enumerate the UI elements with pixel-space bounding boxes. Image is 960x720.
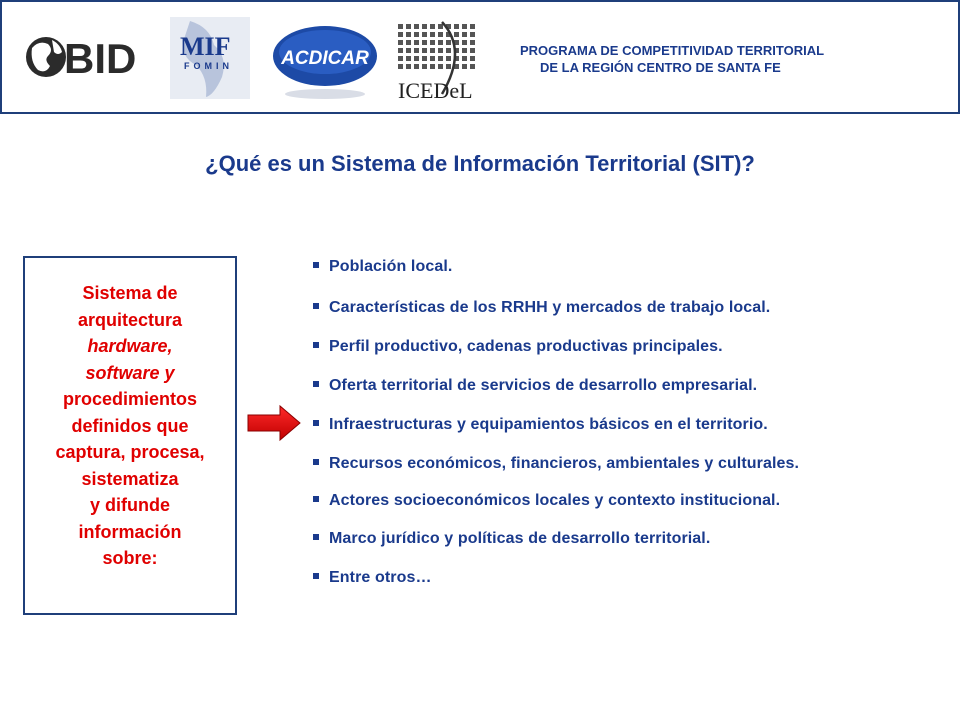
definition-line: definidos que bbox=[71, 415, 189, 436]
list-item bbox=[313, 492, 780, 510]
list-item bbox=[313, 258, 452, 276]
definition-line: hardware, bbox=[87, 336, 173, 356]
list-item bbox=[313, 299, 770, 317]
svg-text:ICEDeL: ICEDeL bbox=[398, 78, 473, 102]
definition-line: software y bbox=[85, 362, 175, 383]
page-title: ¿Qué es un Sistema de Información Territorial (SIT)? bbox=[205, 151, 755, 176]
bullet-square-icon bbox=[313, 496, 319, 502]
definition-line: información bbox=[78, 521, 182, 542]
bullet-square-icon bbox=[313, 534, 319, 540]
svg-text:MIF: MIF bbox=[180, 32, 231, 61]
list-item bbox=[313, 569, 432, 587]
bullet-square-icon bbox=[313, 420, 319, 426]
bullet-square-icon bbox=[313, 381, 319, 387]
bullet-square-icon bbox=[313, 459, 319, 465]
header-banner bbox=[0, 0, 960, 114]
list-item bbox=[313, 377, 757, 395]
list-item-text: Marco jurídico y políticas de desarrollo territorial. bbox=[329, 530, 711, 547]
list-item-text: Infraestructuras y equipamientos básicos en el territorio. bbox=[329, 416, 768, 433]
definition-line: Sistema de bbox=[82, 283, 178, 303]
list-item-text: Recursos económicos, financieros, ambientales y culturales. bbox=[329, 455, 800, 472]
program-title-line2: DE LA REGIÓN CENTRO DE SANTA FE bbox=[540, 60, 781, 75]
acdicar-logo bbox=[272, 24, 378, 100]
right-arrow-icon bbox=[246, 404, 302, 442]
bid-logo bbox=[24, 30, 142, 84]
bullet-square-icon bbox=[313, 262, 319, 268]
list-item-text: Entre otros… bbox=[329, 569, 432, 586]
definition-line: sobre: bbox=[102, 548, 158, 568]
list-item-text: Oferta territorial de servicios de desarrollo empresarial. bbox=[329, 377, 758, 394]
bullet-square-icon bbox=[313, 573, 319, 579]
program-title bbox=[482, 42, 932, 76]
definition-line: arquitectura bbox=[77, 309, 183, 330]
list-item-text: Perfil productivo, cadenas productivas principales. bbox=[329, 338, 723, 355]
program-title-line1: PROGRAMA DE COMPETITIVIDAD TERRITORIAL bbox=[520, 43, 825, 58]
bullet-square-icon bbox=[313, 342, 319, 348]
list-item bbox=[313, 455, 799, 473]
list-item-text: Población local. bbox=[329, 258, 453, 275]
svg-text:ACDICAR: ACDICAR bbox=[281, 48, 369, 69]
list-item bbox=[313, 416, 768, 434]
definition-line: y difunde bbox=[90, 495, 170, 515]
list-item-text: Actores socioeconómicos locales y contexto institucional. bbox=[329, 492, 781, 509]
definition-line: sistematiza bbox=[81, 468, 179, 489]
definition-text bbox=[25, 280, 235, 572]
list-item bbox=[313, 530, 710, 548]
svg-text:FOMIN: FOMIN bbox=[184, 61, 233, 71]
list-item-text: Características de los RRHH y mercados de trabajo local. bbox=[329, 299, 771, 316]
icedel-logo bbox=[396, 20, 486, 102]
list-item bbox=[313, 338, 723, 356]
definition-line: procedimientos bbox=[62, 389, 198, 409]
mif-fomin-logo bbox=[170, 17, 250, 99]
definition-line: captura, procesa, bbox=[55, 442, 205, 462]
bullet-square-icon bbox=[313, 303, 319, 309]
svg-text:BID: BID bbox=[64, 35, 137, 82]
